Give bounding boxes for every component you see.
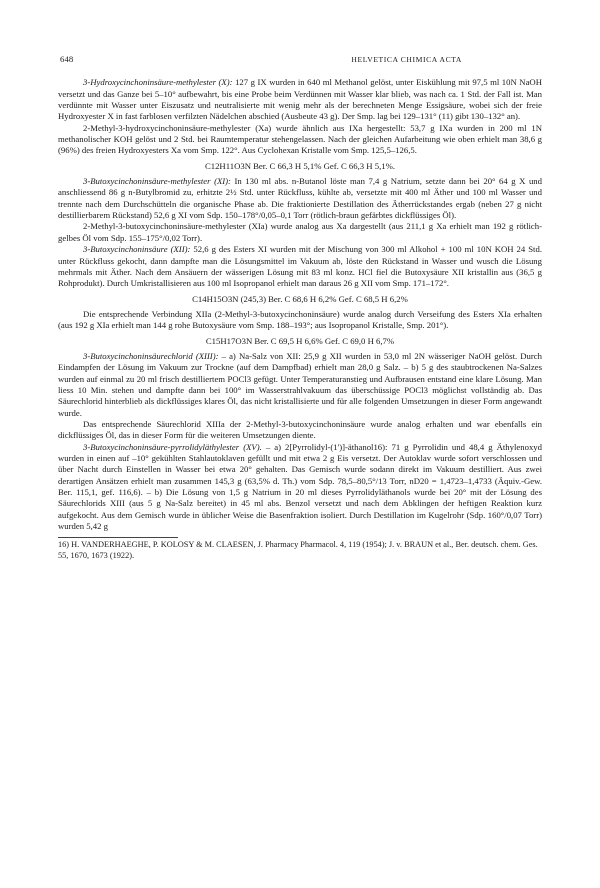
footnote-rule bbox=[58, 537, 178, 538]
paragraph-methyl-hydroxy-ester bbox=[58, 123, 542, 157]
footnotes bbox=[58, 540, 542, 562]
article-body bbox=[58, 77, 542, 532]
compound-heading: 3-Butoxycinchoninsäure-pyrrolidyläthylester (XV). bbox=[83, 441, 262, 452]
paragraph-text: 2-Methyl-3-hydroxycinchoninsäure-methylester (Xa) wurde ähnlich aus IXa hergestellt: 53,7 g IXa wurden in 200 ml 1N methanolischer KOH gelöst und 2 Std. bei Raumtemperatur stehengelassen. Nach der gleichen Aufarbeitung wie oben erhielt man 38,6 g (96%) des freien Hydroxyesters Xa vom Smp. 122°. Aus Cyclohexan Kristalle vom Smp. 125,5–126,5. bbox=[58, 122, 542, 156]
page-number: 648 bbox=[60, 54, 74, 64]
compound-heading: 3-Hydroxycinchoninsäure-methylester (X): bbox=[83, 77, 233, 88]
paragraph-text: In 130 ml abs. n-Butanol löste man 7,4 g Natrium, setzte dann bei 20° 64 g X und anschliessend 86 g n-Butylbromid zu, erhitzte 2½ Std. unter Rückfluss, kühlte ab, versetzte mit 400 ml Äther und 100 ml Wasser und trennte nach dem Durchschütteln die organische Phase ab. Die fraktionierte Destillation des Ätherrückstandes ergab (neben 27 g nicht destillierbarem Rückstand) 52,6 g XI vom Sdp. 150–178°/0,05–0,1 Torr (rötlich-braun gefärbtes dickflüssiges Öl). bbox=[58, 176, 542, 221]
journal-title: HELVETICA CHIMICA ACTA bbox=[351, 55, 462, 64]
page-header bbox=[58, 54, 542, 65]
paragraph-text: Das entsprechende Säurechlorid XIIIa der 2-Methyl-3-butoxycinchoninsäure wurde analog erhalten und war ebenfalls ein dickflüssiges Öl, das in dieser Form für die weiteren Umsetzungen diente. bbox=[58, 418, 542, 441]
paragraph-text: Die entsprechende Verbindung XIIa (2-Methyl-3-butoxycinchoninsäure) wurde analog durch Verseifung des Esters XIa erhalten (aus 192 g XIa erhielt man 144 g rohe Butoxysäure vom Smp. 188–193°; aus Isopropanol Kristalle, Smp. 201°). bbox=[58, 308, 542, 331]
compound-heading: 3-Butoxycinchoninsäure (XII): bbox=[83, 244, 191, 255]
paragraph-text: 127 g IX wurden in 640 ml Methanol gelöst, unter Eiskühlung mit 97,5 ml 10N NaOH versetzt und das Ganze bei 5–10° aufbewahrt, bis eine Probe beim Verdünnen mit Wasser klar blieb, was nach ca. 1 Std. der Fall ist. Man verdünnte mit Wasser unter Eiszusatz und neutralisierte mit wenig mehr als der berechneten Menge Essigsäure, wobei sich der freie Hydroxyester X in fast farblosen verfilzten Nädelchen abschied (Ausbeute 43 g). Der Smp. lag bei 129–131° (11) gibt 130–132° an). bbox=[58, 77, 542, 122]
compound-heading: 3-Butoxycinchoninsäure-methylester (XI): bbox=[83, 176, 231, 187]
paragraph-text: – a) 2[Pyrrolidyl-(1')]-äthanol16): 71 g Pyrrolidin und 48,4 g Äthylenoxyd wurden in einen auf –10° gekühlten Stahlautoklaven gefüllt und mit etwa 2 g Eis versetzt. Der Autoklav wurde sofort verschlossen und über Nacht durch Einstellen in Wasser bei etwa 20° gehalten. Das Gemisch wurde sodann direkt im Vakuum destilliert. Aus zwei derartigen Ansätzen erhielt man zusammen 145,3 g (63,5% d. Th.) vom Sdp. 78,5–80,5°/13 Torr, nD20 = 1,4723–1,4733 (Äquiv.-Gew. Ber. 115,1, gef. 116,6). – b) Die Lösung von 1,5 g Natrium in 20 ml dieses Pyrrolidyläthanols wurde bei 20° mit der Lösung des Säurechlorids XIII (aus 5 g Na-Salz bereitet) in 45 ml abs. Benzol versetzt und nach dem Abklingen der heftigen Reaktion kurz aufgekocht. Aus dem Gemisch wurde in üblicher Weise die Basenfraktion isoliert. Durch Destillation im Kugelrohr (Sdp. 160°/0,07 Torr) wurden 5,42 g bbox=[58, 441, 542, 532]
paragraph-text: 52,6 g des Esters XI wurden mit der Mischung von 300 ml Alkohol + 100 ml 10N KOH 24 Std. unter Rückfluss gekocht, dann dampfte man die Lösungsmittel im Vakuum ab, löste den Rückstand in Wasser und wusch die Lösung mehrmals mit Äther. Nach dem Ansäuern der wässerigen Lösung mit 83 ml konz. HCl fiel die Butoxysäure XII kristallin aus (36,5 g Rohprodukt). Durch Umkristallisieren aus 100 ml Isopropanol erhielt man daraus 26 g XII vom Smp. 171–172°. bbox=[58, 244, 542, 289]
paragraph-methyl-butoxy-ester bbox=[58, 221, 542, 244]
compound-heading: 3-Butoxycinchoninsäurechlorid (XIII): bbox=[83, 350, 219, 361]
elemental-analysis: C12H11O3N Ber. C 66,3 H 5,1% Gef. C 66,3 H 5,1%. bbox=[204, 160, 396, 171]
paragraph-text: 2-Methyl-3-butoxycinchoninsäure-methylester (XIa) wurde analog aus Xa dargestellt (aus 211,1 g Xa erhielt man 192 g rötlich-gelbes Öl vom Sdp. 155–175°/0,02 Torr). bbox=[58, 221, 542, 243]
footnote-16: 16) H. VANDERHAEGHE, P. KOLOSY & M. CLAESEN, J. Pharmacy Pharmacol. 4, 119 (1954); J. v. BRAUN et al., Ber. deutsch. chem. Ges. 55, 1670, 1673 (1922). bbox=[58, 540, 538, 561]
paragraph-hydroxy-ester bbox=[58, 77, 542, 122]
paragraph-pyrrolidyl-ester bbox=[58, 442, 542, 533]
elemental-analysis: C15H17O3N Ber. C 69,5 H 6,6% Gef. C 69,0 H 6,7% bbox=[205, 335, 395, 346]
paragraph-butoxy-acid bbox=[58, 244, 542, 289]
paragraph-text: – a) Na-Salz von XII: 25,9 g XII wurden in 53,0 ml 2N wässeriger NaOH gelöst. Durch Eindampfen der Lösung im Vakuum zur Trockne (auf dem Dampfbad) erhielt man 28,0 g Salz. – b) 5 g des staubtrockenen Na-Salzes wurden auf einmal zu 20 ml frisch destilliertem POCl3 gefügt. Unter Temperaturanstieg und Aufbrausen entstand eine klare Lösung. Man liess 10 Min. stehen und dampfte dann bei 100° im Wasserstrahlvakuum das überschüssige POCl3 möglichst vollständig ab. Das Säurechlorid hinterblieb als dickflüssiges klares Öl, das nicht kristallisierte und für alle folgenden Umsetzungen in dieser Form angewandt wurde. bbox=[58, 350, 542, 418]
paragraph-butoxy-ester bbox=[58, 176, 542, 221]
paragraph-methyl-acid-chloride bbox=[58, 419, 542, 442]
elemental-analysis: C14H15O3N (245,3) Ber. C 68,6 H 6,2% Gef. C 68,5 H 6,2% bbox=[192, 293, 408, 304]
paragraph-acid-chloride bbox=[58, 351, 542, 419]
paragraph-methyl-butoxy-acid bbox=[58, 309, 542, 332]
